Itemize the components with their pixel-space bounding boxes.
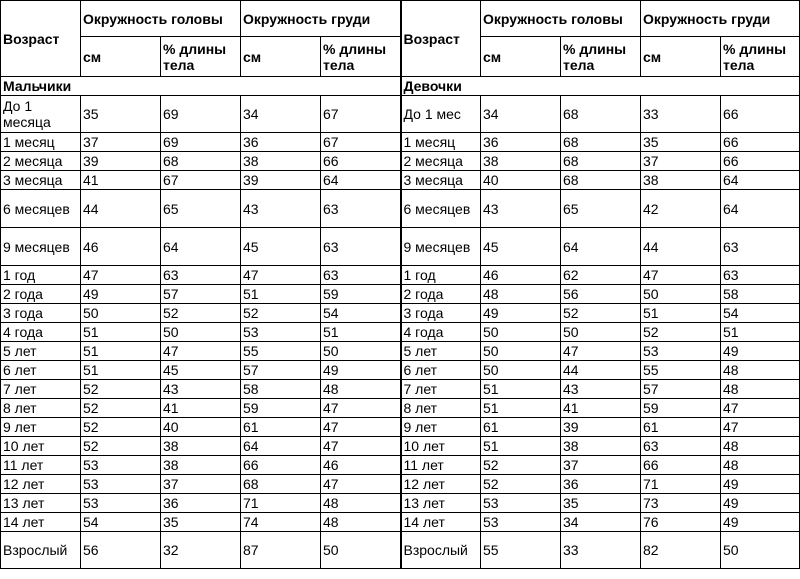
boys-chest-cm-cell: 36 <box>241 133 321 152</box>
chest-circumference-header: Окружность груди <box>641 1 800 37</box>
boys-head-pct-cell: 35 <box>161 513 241 532</box>
chest-circumference-header: Окружность груди <box>241 1 401 37</box>
boys-age-cell: 9 месяцев <box>1 228 81 266</box>
girls-chest-pct-cell: 51 <box>721 323 800 342</box>
boys-chest-cm-cell: 51 <box>241 285 321 304</box>
boys-chest-cm-cell: 47 <box>241 266 321 285</box>
boys-chest-pct-cell: 47 <box>321 399 401 418</box>
boys-chest-cm-cell: 61 <box>241 418 321 437</box>
girls-chest-pct-cell: 64 <box>721 171 800 190</box>
boys-age-cell: 1 месяц <box>1 133 81 152</box>
girls-age-cell: 1 месяц <box>401 133 481 152</box>
boys-head-pct-cell: 69 <box>161 96 241 133</box>
boys-head-pct-cell: 57 <box>161 285 241 304</box>
girls-chest-pct-cell: 49 <box>721 475 800 494</box>
boys-head-pct-cell: 38 <box>161 437 241 456</box>
girls-head-pct-cell: 36 <box>561 475 641 494</box>
girls-head-cm-cell: 53 <box>481 494 561 513</box>
boys-chest-cm-cell: 45 <box>241 228 321 266</box>
boys-chest-cm-cell: 43 <box>241 190 321 228</box>
boys-head-cm-cell: 52 <box>81 418 161 437</box>
boys-head-pct-cell: 45 <box>161 361 241 380</box>
boys-age-cell: 4 года <box>1 323 81 342</box>
girls-age-cell: 13 лет <box>401 494 481 513</box>
girls-head-cm-cell: 52 <box>481 456 561 475</box>
boys-head-pct-cell: 52 <box>161 304 241 323</box>
table-row <box>1 171 800 190</box>
girls-head-pct-cell: 35 <box>561 494 641 513</box>
boys-chest-cm-cell: 66 <box>241 456 321 475</box>
girls-chest-pct-cell: 63 <box>721 266 800 285</box>
table-row <box>1 133 800 152</box>
girls-head-cm-cell: 61 <box>481 418 561 437</box>
boys-chest-pct-cell: 48 <box>321 494 401 513</box>
girls-head-cm-cell: 38 <box>481 152 561 171</box>
girls-chest-cm-cell: 52 <box>641 323 721 342</box>
header-row-units <box>1 37 800 77</box>
girls-head-pct-cell: 50 <box>561 323 641 342</box>
girls-head-cm-cell: 49 <box>481 304 561 323</box>
girls-chest-pct-cell: 47 <box>721 418 800 437</box>
girls-chest-cm-cell: 44 <box>641 228 721 266</box>
boys-head-cm-cell: 53 <box>81 456 161 475</box>
table-row <box>1 418 800 437</box>
girls-chest-cm-cell: 59 <box>641 399 721 418</box>
girls-chest-pct-cell: 50 <box>721 532 800 569</box>
girls-head-pct-cell: 56 <box>561 285 641 304</box>
table-row <box>1 152 800 171</box>
girls-age-cell: До 1 мес <box>401 96 481 133</box>
girls-head-cm-cell: 53 <box>481 513 561 532</box>
boys-age-cell: 6 лет <box>1 361 81 380</box>
table-row <box>1 96 800 133</box>
girls-chest-cm-cell: 47 <box>641 266 721 285</box>
girls-chest-cm-cell: 63 <box>641 437 721 456</box>
girls-age-cell: 8 лет <box>401 399 481 418</box>
boys-chest-pct-cell: 48 <box>321 513 401 532</box>
girls-chest-cm-cell: 82 <box>641 532 721 569</box>
boys-head-pct-cell: 43 <box>161 380 241 399</box>
girls-chest-pct-cell: 49 <box>721 513 800 532</box>
girls-chest-pct-cell: 49 <box>721 494 800 513</box>
table-row <box>1 532 800 569</box>
boys-chest-cm-cell: 58 <box>241 380 321 399</box>
age-header: Возраст <box>1 1 81 77</box>
girls-chest-pct-cell: 64 <box>721 190 800 228</box>
boys-chest-pct-cell: 47 <box>321 418 401 437</box>
boys-head-pct-cell: 50 <box>161 323 241 342</box>
boys-chest-cm-cell: 53 <box>241 323 321 342</box>
girls-chest-cm-cell: 55 <box>641 361 721 380</box>
section-row <box>1 77 800 96</box>
girls-head-cm-cell: 52 <box>481 475 561 494</box>
girls-chest-cm-cell: 73 <box>641 494 721 513</box>
boys-head-cm-cell: 35 <box>81 96 161 133</box>
boys-age-cell: 3 года <box>1 304 81 323</box>
boys-chest-cm-cell: 52 <box>241 304 321 323</box>
boys-age-cell: 6 месяцев <box>1 190 81 228</box>
boys-chest-cm-cell: 59 <box>241 399 321 418</box>
girls-head-cm-cell: 51 <box>481 437 561 456</box>
girls-chest-cm-cell: 53 <box>641 342 721 361</box>
table-row <box>1 342 800 361</box>
girls-age-cell: 9 лет <box>401 418 481 437</box>
girls-age-cell: 7 лет <box>401 380 481 399</box>
girls-chest-cm-cell: 51 <box>641 304 721 323</box>
girls-chest-pct-cell: 47 <box>721 399 800 418</box>
girls-head-pct-cell: 44 <box>561 361 641 380</box>
boys-chest-cm-cell: 34 <box>241 96 321 133</box>
girls-chest-cm-cell: 66 <box>641 456 721 475</box>
boys-head-cm-cell: 50 <box>81 304 161 323</box>
table-row <box>1 285 800 304</box>
girls-chest-pct-cell: 49 <box>721 342 800 361</box>
girls-chest-cm-cell: 35 <box>641 133 721 152</box>
boys-chest-pct-cell: 63 <box>321 190 401 228</box>
girls-head-cm-cell: 45 <box>481 228 561 266</box>
boys-chest-pct-cell: 46 <box>321 456 401 475</box>
boys-head-pct-cell: 63 <box>161 266 241 285</box>
boys-head-cm-cell: 52 <box>81 437 161 456</box>
boys-head-pct-cell: 64 <box>161 228 241 266</box>
girls-chest-cm-cell: 76 <box>641 513 721 532</box>
boys-head-pct-cell: 32 <box>161 532 241 569</box>
girls-chest-pct-cell: 66 <box>721 133 800 152</box>
girls-age-cell: 5 лет <box>401 342 481 361</box>
boys-chest-pct-cell: 54 <box>321 304 401 323</box>
boys-age-cell: 1 год <box>1 266 81 285</box>
girls-chest-cm-cell: 57 <box>641 380 721 399</box>
girls-head-cm-cell: 40 <box>481 171 561 190</box>
boys-age-cell: 8 лет <box>1 399 81 418</box>
boys-head-pct-cell: 38 <box>161 456 241 475</box>
boys-head-pct-cell: 36 <box>161 494 241 513</box>
table-row <box>1 475 800 494</box>
table-row <box>1 494 800 513</box>
girls-head-cm-cell: 50 <box>481 342 561 361</box>
girls-age-cell: 12 лет <box>401 475 481 494</box>
section-label-girls: Девочки <box>401 77 800 96</box>
boys-chest-pct-cell: 50 <box>321 342 401 361</box>
girls-head-pct-cell: 64 <box>561 228 641 266</box>
boys-chest-cm-cell: 71 <box>241 494 321 513</box>
boys-age-cell: 3 месяца <box>1 171 81 190</box>
boys-chest-pct-cell: 66 <box>321 152 401 171</box>
boys-head-cm-cell: 53 <box>81 494 161 513</box>
girls-chest-pct-cell: 54 <box>721 304 800 323</box>
boys-head-cm-cell: 49 <box>81 285 161 304</box>
girls-chest-cm-cell: 37 <box>641 152 721 171</box>
table-row <box>1 513 800 532</box>
table-row <box>1 228 800 266</box>
boys-chest-cm-cell: 64 <box>241 437 321 456</box>
boys-age-cell: 12 лет <box>1 475 81 494</box>
unit-cm-header: см <box>481 37 561 77</box>
girls-head-pct-cell: 68 <box>561 171 641 190</box>
boys-age-cell: 11 лет <box>1 456 81 475</box>
unit-pct-header: % длины тела <box>561 37 641 77</box>
unit-cm-header: см <box>81 37 161 77</box>
girls-age-cell: 6 месяцев <box>401 190 481 228</box>
girls-head-cm-cell: 51 <box>481 399 561 418</box>
boys-head-cm-cell: 52 <box>81 380 161 399</box>
girls-age-cell: 2 года <box>401 285 481 304</box>
boys-chest-pct-cell: 51 <box>321 323 401 342</box>
girls-chest-cm-cell: 71 <box>641 475 721 494</box>
girls-head-pct-cell: 68 <box>561 96 641 133</box>
girls-head-pct-cell: 52 <box>561 304 641 323</box>
boys-head-pct-cell: 41 <box>161 399 241 418</box>
boys-age-cell: 9 лет <box>1 418 81 437</box>
boys-head-cm-cell: 54 <box>81 513 161 532</box>
boys-chest-pct-cell: 47 <box>321 475 401 494</box>
girls-age-cell: 11 лет <box>401 456 481 475</box>
boys-head-cm-cell: 51 <box>81 323 161 342</box>
boys-chest-pct-cell: 59 <box>321 285 401 304</box>
boys-head-pct-cell: 47 <box>161 342 241 361</box>
boys-head-pct-cell: 40 <box>161 418 241 437</box>
head-circumference-header: Окружность головы <box>81 1 241 37</box>
table-row <box>1 437 800 456</box>
girls-head-pct-cell: 39 <box>561 418 641 437</box>
boys-age-cell: До 1 месяца <box>1 96 81 133</box>
boys-head-cm-cell: 37 <box>81 133 161 152</box>
boys-age-cell: 10 лет <box>1 437 81 456</box>
boys-head-pct-cell: 65 <box>161 190 241 228</box>
table-row <box>1 380 800 399</box>
table-row <box>1 190 800 228</box>
boys-head-cm-cell: 44 <box>81 190 161 228</box>
boys-chest-pct-cell: 64 <box>321 171 401 190</box>
age-header: Возраст <box>401 1 481 77</box>
section-label-boys: Мальчики <box>1 77 401 96</box>
girls-chest-pct-cell: 66 <box>721 96 800 133</box>
boys-head-pct-cell: 68 <box>161 152 241 171</box>
boys-head-cm-cell: 47 <box>81 266 161 285</box>
girls-age-cell: Взрослый <box>401 532 481 569</box>
girls-head-cm-cell: 43 <box>481 190 561 228</box>
girls-age-cell: 14 лет <box>401 513 481 532</box>
boys-head-cm-cell: 53 <box>81 475 161 494</box>
girls-head-cm-cell: 50 <box>481 361 561 380</box>
table-row <box>1 266 800 285</box>
table-row <box>1 456 800 475</box>
girls-age-cell: 4 года <box>401 323 481 342</box>
boys-chest-pct-cell: 50 <box>321 532 401 569</box>
boys-head-pct-cell: 69 <box>161 133 241 152</box>
girls-head-cm-cell: 51 <box>481 380 561 399</box>
girls-age-cell: 1 год <box>401 266 481 285</box>
unit-cm-header: см <box>241 37 321 77</box>
boys-chest-cm-cell: 68 <box>241 475 321 494</box>
boys-head-pct-cell: 37 <box>161 475 241 494</box>
girls-age-cell: 3 месяца <box>401 171 481 190</box>
boys-chest-cm-cell: 57 <box>241 361 321 380</box>
girls-chest-cm-cell: 61 <box>641 418 721 437</box>
girls-head-pct-cell: 43 <box>561 380 641 399</box>
boys-chest-pct-cell: 49 <box>321 361 401 380</box>
girls-head-cm-cell: 46 <box>481 266 561 285</box>
girls-age-cell: 2 месяца <box>401 152 481 171</box>
boys-head-cm-cell: 41 <box>81 171 161 190</box>
table-row <box>1 304 800 323</box>
boys-head-pct-cell: 67 <box>161 171 241 190</box>
girls-chest-pct-cell: 48 <box>721 361 800 380</box>
boys-chest-cm-cell: 55 <box>241 342 321 361</box>
girls-chest-pct-cell: 58 <box>721 285 800 304</box>
boys-head-cm-cell: 39 <box>81 152 161 171</box>
table-row <box>1 323 800 342</box>
girls-age-cell: 6 лет <box>401 361 481 380</box>
boys-head-cm-cell: 56 <box>81 532 161 569</box>
boys-head-cm-cell: 51 <box>81 342 161 361</box>
boys-chest-cm-cell: 87 <box>241 532 321 569</box>
unit-cm-header: см <box>641 37 721 77</box>
boys-head-cm-cell: 52 <box>81 399 161 418</box>
girls-head-pct-cell: 41 <box>561 399 641 418</box>
head-circumference-header: Окружность головы <box>481 1 641 37</box>
boys-chest-pct-cell: 67 <box>321 133 401 152</box>
boys-chest-pct-cell: 63 <box>321 228 401 266</box>
girls-head-pct-cell: 47 <box>561 342 641 361</box>
girls-chest-cm-cell: 38 <box>641 171 721 190</box>
girls-chest-cm-cell: 50 <box>641 285 721 304</box>
boys-age-cell: 13 лет <box>1 494 81 513</box>
girls-head-pct-cell: 65 <box>561 190 641 228</box>
girls-head-cm-cell: 48 <box>481 285 561 304</box>
unit-pct-header: % длины тела <box>321 37 401 77</box>
unit-pct-header: % длины тела <box>721 37 800 77</box>
girls-head-pct-cell: 34 <box>561 513 641 532</box>
boys-chest-pct-cell: 48 <box>321 380 401 399</box>
boys-chest-pct-cell: 67 <box>321 96 401 133</box>
girls-chest-cm-cell: 33 <box>641 96 721 133</box>
girls-chest-cm-cell: 42 <box>641 190 721 228</box>
girls-head-cm-cell: 36 <box>481 133 561 152</box>
boys-chest-cm-cell: 39 <box>241 171 321 190</box>
boys-age-cell: Взрослый <box>1 532 81 569</box>
boys-chest-pct-cell: 63 <box>321 266 401 285</box>
boys-chest-cm-cell: 74 <box>241 513 321 532</box>
girls-head-pct-cell: 33 <box>561 532 641 569</box>
boys-age-cell: 5 лет <box>1 342 81 361</box>
girls-head-cm-cell: 50 <box>481 323 561 342</box>
girls-chest-pct-cell: 48 <box>721 437 800 456</box>
girls-head-cm-cell: 34 <box>481 96 561 133</box>
girls-age-cell: 3 года <box>401 304 481 323</box>
girls-chest-pct-cell: 63 <box>721 228 800 266</box>
girls-head-pct-cell: 68 <box>561 133 641 152</box>
unit-pct-header: % длины тела <box>161 37 241 77</box>
boys-age-cell: 7 лет <box>1 380 81 399</box>
girls-head-pct-cell: 37 <box>561 456 641 475</box>
girls-age-cell: 9 месяцев <box>401 228 481 266</box>
header-row-top <box>1 1 800 37</box>
boys-age-cell: 2 года <box>1 285 81 304</box>
girls-chest-pct-cell: 66 <box>721 152 800 171</box>
girls-head-pct-cell: 62 <box>561 266 641 285</box>
boys-age-cell: 14 лет <box>1 513 81 532</box>
girls-head-pct-cell: 38 <box>561 437 641 456</box>
table-row <box>1 361 800 380</box>
boys-head-cm-cell: 46 <box>81 228 161 266</box>
girls-age-cell: 10 лет <box>401 437 481 456</box>
boys-chest-pct-cell: 47 <box>321 437 401 456</box>
boys-chest-cm-cell: 38 <box>241 152 321 171</box>
boys-head-cm-cell: 51 <box>81 361 161 380</box>
boys-age-cell: 2 месяца <box>1 152 81 171</box>
girls-chest-pct-cell: 48 <box>721 380 800 399</box>
table-row <box>1 399 800 418</box>
girls-head-cm-cell: 55 <box>481 532 561 569</box>
girls-chest-pct-cell: 48 <box>721 456 800 475</box>
girls-head-pct-cell: 68 <box>561 152 641 171</box>
